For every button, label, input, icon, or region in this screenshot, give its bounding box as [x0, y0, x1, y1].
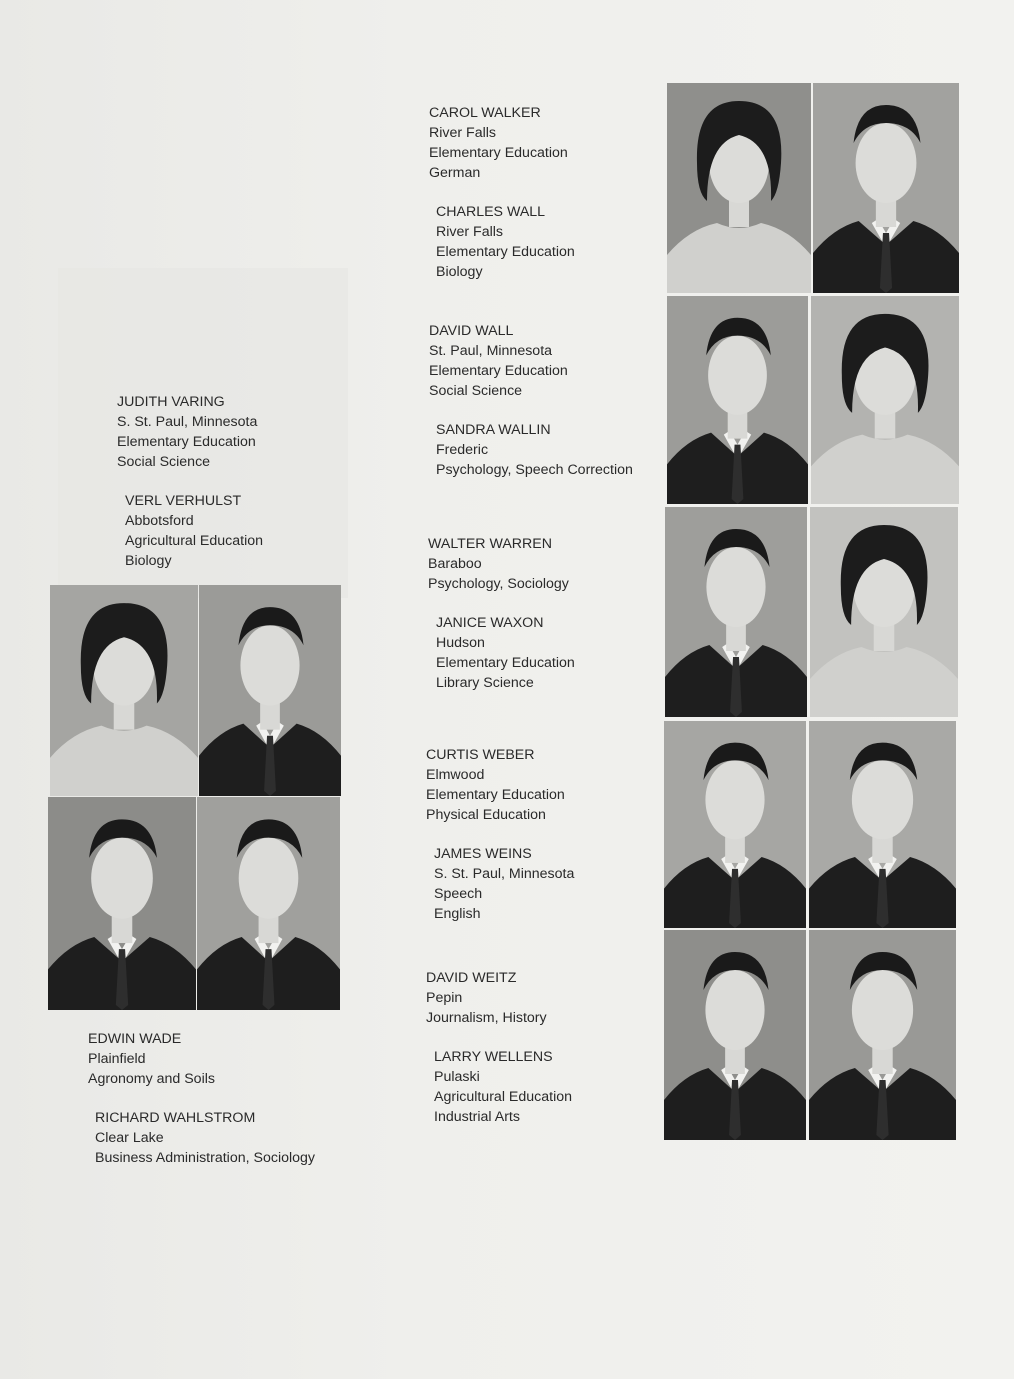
photo-david-weitz — [664, 930, 806, 1140]
student-name: CURTIS WEBER — [426, 747, 535, 763]
photo-edwin-wade — [48, 797, 196, 1010]
portrait-silhouette — [665, 507, 807, 717]
student-name: EDWIN WADE — [88, 1031, 182, 1047]
student-name: DAVID WALL — [429, 323, 514, 339]
photo-carol-walker — [667, 83, 811, 293]
student-hometown: Pepin — [426, 990, 463, 1006]
entry-edwin-wade — [88, 1029, 215, 1089]
entry-larry-wellens — [434, 1047, 572, 1127]
portrait-silhouette — [809, 721, 956, 928]
portrait-silhouette — [667, 83, 811, 293]
entry-judith-varing — [117, 392, 257, 472]
student-major: Agricultural Education — [125, 533, 264, 549]
portrait-silhouette — [813, 83, 959, 293]
photo-verl-verhulst — [199, 585, 341, 796]
student-major: Business Administration, Sociology — [95, 1150, 316, 1166]
student-name: JAMES WEINS — [434, 846, 532, 862]
student-minor: Biology — [436, 264, 483, 280]
entry-curtis-weber — [426, 745, 565, 825]
photo-james-weins — [809, 721, 956, 928]
student-major: Psychology, Speech Correction — [436, 462, 633, 478]
portrait-silhouette — [811, 296, 959, 504]
student-minor: Social Science — [429, 383, 523, 399]
student-minor: Physical Education — [426, 807, 546, 823]
student-name: LARRY WELLENS — [434, 1049, 553, 1065]
portrait-silhouette — [50, 585, 198, 796]
entry-james-weins — [434, 844, 574, 924]
photo-curtis-weber — [664, 721, 806, 928]
entry-david-weitz — [426, 968, 547, 1028]
entry-charles-wall — [436, 202, 575, 282]
entry-verl-verhulst — [125, 491, 263, 571]
photo-walter-warren — [665, 507, 807, 717]
photo-charles-wall — [813, 83, 959, 293]
portrait-silhouette — [197, 797, 340, 1010]
student-hometown: Elmwood — [426, 767, 485, 783]
student-minor: German — [429, 165, 481, 181]
photo-larry-wellens — [809, 930, 956, 1140]
student-hometown: Hudson — [436, 635, 485, 651]
student-hometown: Abbotsford — [125, 513, 194, 529]
student-major: Psychology, Sociology — [428, 576, 569, 592]
student-name: VERL VERHULST — [125, 493, 242, 509]
entry-sandra-wallin — [436, 420, 633, 480]
student-name: JANICE WAXON — [436, 615, 544, 631]
student-hometown: Frederic — [436, 442, 489, 458]
photo-janice-waxon — [810, 507, 958, 717]
student-minor: Industrial Arts — [434, 1109, 520, 1125]
student-hometown: River Falls — [429, 125, 497, 141]
portrait-silhouette — [664, 930, 806, 1140]
student-name: RICHARD WAHLSTROM — [95, 1110, 256, 1126]
entry-walter-warren — [428, 534, 569, 594]
entry-janice-waxon — [436, 613, 575, 693]
student-hometown: Plainfield — [88, 1051, 146, 1067]
student-name: SANDRA WALLIN — [436, 422, 551, 438]
student-hometown: Clear Lake — [95, 1130, 164, 1146]
student-hometown: River Falls — [436, 224, 504, 240]
portrait-silhouette — [664, 721, 806, 928]
student-major: Elementary Education — [436, 655, 575, 671]
photo-judith-varing — [50, 585, 198, 796]
student-name: WALTER WARREN — [428, 536, 553, 552]
student-hometown: S. St. Paul, Minnesota — [117, 414, 258, 430]
student-major: Speech — [434, 886, 483, 902]
student-major: Elementary Education — [429, 145, 568, 161]
student-minor: English — [434, 906, 481, 922]
student-hometown: St. Paul, Minnesota — [429, 343, 553, 359]
student-major: Journalism, History — [426, 1010, 547, 1026]
photo-richard-wahlstrom — [197, 797, 340, 1010]
student-minor: Biology — [125, 553, 172, 569]
portrait-silhouette — [667, 296, 808, 504]
student-major: Agricultural Education — [434, 1089, 573, 1105]
student-major: Elementary Education — [436, 244, 575, 260]
student-hometown: S. St. Paul, Minnesota — [434, 866, 575, 882]
student-major: Agronomy and Soils — [88, 1071, 215, 1087]
student-major: Elementary Education — [429, 363, 568, 379]
portrait-silhouette — [199, 585, 341, 796]
student-name: JUDITH VARING — [117, 394, 225, 410]
student-major: Elementary Education — [426, 787, 565, 803]
student-name: DAVID WEITZ — [426, 970, 517, 986]
photo-sandra-wallin — [811, 296, 959, 504]
entry-david-wall — [429, 321, 568, 401]
entry-carol-walker — [429, 103, 568, 183]
student-hometown: Baraboo — [428, 556, 482, 572]
student-major: Elementary Education — [117, 434, 256, 450]
student-name: CHARLES WALL — [436, 204, 546, 220]
student-hometown: Pulaski — [434, 1069, 480, 1085]
student-minor: Library Science — [436, 675, 534, 691]
student-minor: Social Science — [117, 454, 211, 470]
student-name: CAROL WALKER — [429, 105, 541, 121]
entry-richard-wahlstrom — [95, 1108, 315, 1168]
portrait-silhouette — [809, 930, 956, 1140]
portrait-silhouette — [48, 797, 196, 1010]
photo-david-wall — [667, 296, 808, 504]
portrait-silhouette — [810, 507, 958, 717]
